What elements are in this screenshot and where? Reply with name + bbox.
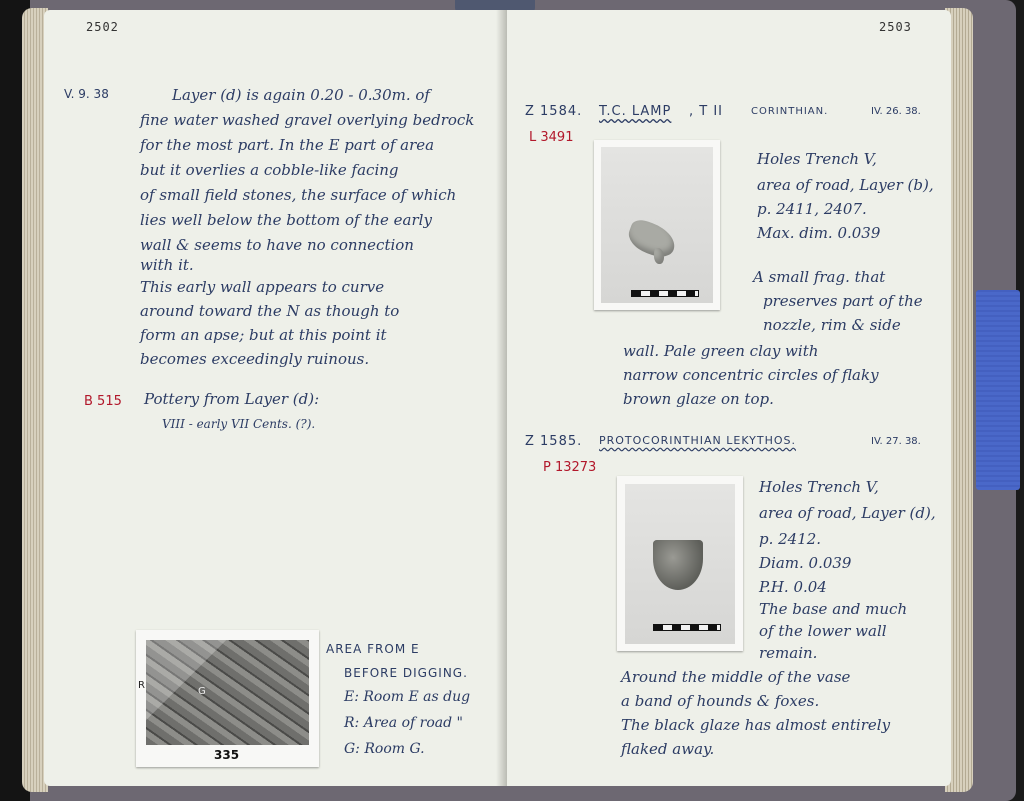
object-period: CORINTHIAN. <box>751 106 829 117</box>
left-page-number: 2502 <box>86 20 119 34</box>
object-detail-line: p. 2412. <box>759 530 822 548</box>
object-detail-line: p. 2411, 2407. <box>757 200 867 218</box>
object-detail-line: The base and much <box>759 600 908 618</box>
object-detail-line: remain. <box>759 644 818 662</box>
object-detail-line: Max. dim. 0.039 <box>757 224 881 242</box>
description-line: narrow concentric circles of flaky <box>623 366 879 384</box>
notes-line: Layer (d) is again 0.20 - 0.30m. of <box>172 86 430 104</box>
notes-line: for the most part. In the E part of area <box>140 136 435 154</box>
object-title: PROTOCORINTHIAN LEKYTHOS. <box>599 434 796 447</box>
photo-caption-line: G: Room G. <box>344 741 425 757</box>
object-reference: P 13273 <box>543 460 597 475</box>
description-line: nozzle, rim & side <box>763 316 901 334</box>
notes-line: lies well below the bottom of the early <box>140 211 432 229</box>
entry-date: IV. 27. 38. <box>871 436 921 447</box>
object-type: , T II <box>689 104 724 119</box>
entry-date: V. 9. 38 <box>64 87 109 101</box>
notes-line: around toward the N as though to <box>140 302 400 320</box>
photo-number: 335 <box>214 748 240 762</box>
description-line: Around the middle of the vase <box>621 668 851 686</box>
description-line: wall. Pale green clay with <box>623 342 819 360</box>
description-line: brown glaze on top. <box>623 390 774 408</box>
description-line: flaked away. <box>621 740 715 758</box>
lekythos-photograph <box>617 476 743 651</box>
object-detail-line: P.H. 0.04 <box>759 578 827 596</box>
catalogue-id: Z 1585. <box>525 434 583 449</box>
scale-bar <box>653 624 721 631</box>
notes-line: with it. <box>140 256 194 274</box>
photo-caption-line: AREA FROM E <box>326 642 420 656</box>
photo-caption-line: BEFORE DIGGING. <box>344 666 468 680</box>
object-detail-line: Holes Trench V, <box>759 478 879 496</box>
object-detail-line: Holes Trench V, <box>757 150 877 168</box>
entry-date: IV. 26. 38. <box>871 106 921 117</box>
site-photo-image <box>146 640 309 745</box>
lamp-nozzle <box>654 248 664 264</box>
notes-line: of small field stones, the surface of which <box>140 186 457 204</box>
notes-line: becomes exceedingly ruinous. <box>140 350 370 368</box>
bookmark-ribbon[interactable] <box>976 290 1020 490</box>
pottery-title: Pottery from Layer (d): <box>144 390 320 408</box>
notes-line: wall & seems to have no connection <box>140 236 414 254</box>
object-reference: L 3491 <box>529 130 574 145</box>
description-line: a band of hounds & foxes. <box>621 692 820 710</box>
notes-line: fine water washed gravel overlying bedrock <box>140 111 475 129</box>
object-detail-line: Diam. 0.039 <box>759 554 852 572</box>
catalogue-id: Z 1584. <box>525 104 583 119</box>
site-photograph <box>136 630 319 767</box>
right-page-number: 2503 <box>879 20 912 34</box>
description-line: The black glaze has almost entirely <box>621 716 891 734</box>
photo-letter-r: R <box>138 680 145 691</box>
description-line: preserves part of the <box>763 292 923 310</box>
description-line: A small frag. that <box>753 268 886 286</box>
notes-line: form an apse; but at this point it <box>140 326 387 344</box>
photo-caption-line: R: Area of road " <box>344 715 463 731</box>
notes-line: This early wall appears to curve <box>140 278 385 296</box>
right-page <box>507 10 951 786</box>
left-page <box>44 10 507 786</box>
object-detail-line: area of road, Layer (b), <box>757 176 934 194</box>
object-title: T.C. LAMP <box>599 104 672 119</box>
notes-line: but it overlies a cobble-like facing <box>140 161 399 179</box>
lamp-photograph <box>594 140 720 310</box>
pottery-date: VIII - early VII Cents. (?). <box>162 417 316 431</box>
object-detail-line: of the lower wall <box>759 622 887 640</box>
photo-letter-g: G <box>198 686 206 697</box>
scale-bar <box>631 290 699 297</box>
photo-caption-line: E: Room E as dug <box>344 689 471 705</box>
pottery-reference: B 515 <box>84 394 122 409</box>
object-detail-line: area of road, Layer (d), <box>759 504 936 522</box>
